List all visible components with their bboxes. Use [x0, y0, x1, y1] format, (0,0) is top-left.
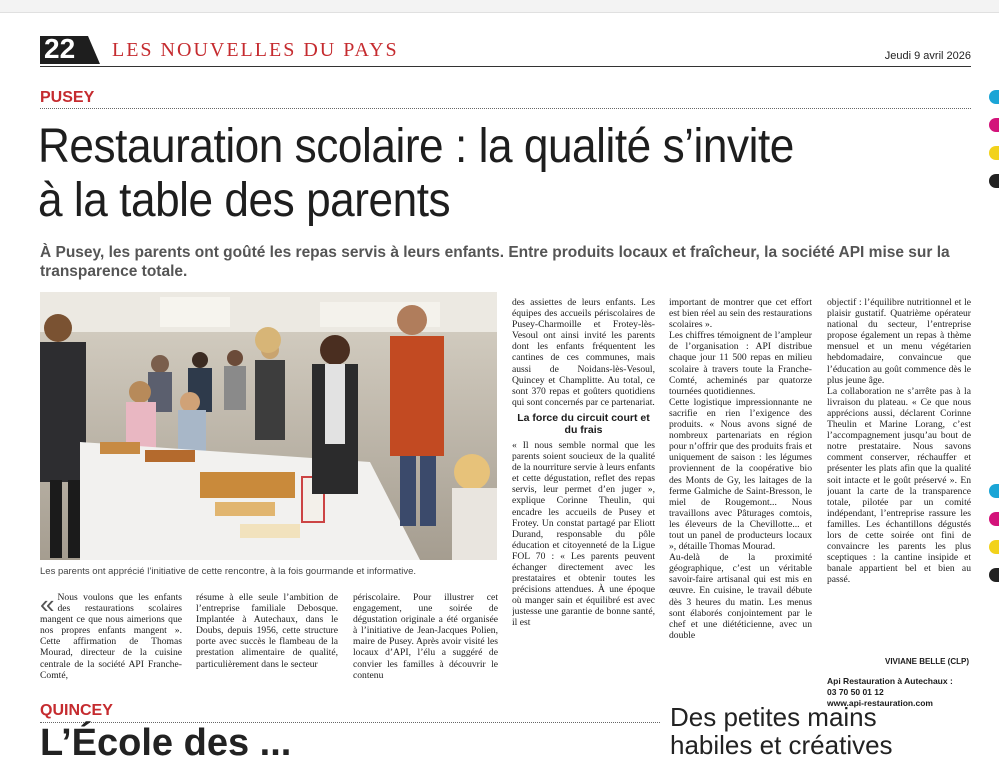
drop-quote-mark: « — [40, 592, 55, 619]
photo-caption: Les parents ont apprécié l’initiative de cette rencontre, à la fois gourmande et informative. — [40, 566, 416, 577]
article-column-4 — [512, 297, 655, 685]
column-5-paragraph-3: Cette logistique impressionnante ne sacrifie en rien l’exigence des produits. « Nous avons signé de nombreux partenariats en région pour n’offrir que des produits frais et uniquement de saison : les légumes proviennent de la coopérative bio des Monts de Gy, les laitages de la ferme Galmiche de Saint-Bresson, le miel de Rougemont... Nous travaillons avec Pâturages comtois, les éleveurs de la Chevillotte... et tout un panel de producteurs locaux », détaille Thomas Mourad. — [669, 396, 812, 553]
tasting-event-photo — [40, 292, 497, 560]
article-kicker: PUSEY — [40, 89, 95, 106]
column-1-text: Nous voulons que les enfants des restaurations scolaires mangent ce que nous aimerions que nos propres enfants mangent ». Cette affirmation de Thomas Mourad, directeur de la cuisine centrale de la société API Franche-Comté, — [40, 592, 182, 681]
black-registration-dot — [989, 568, 999, 582]
article-column-3 — [353, 592, 498, 684]
headline-line-2: à la table des parents — [38, 174, 451, 227]
cyan-registration-dot — [989, 90, 999, 104]
page-number: 22 — [44, 33, 76, 64]
article-column-2 — [196, 592, 338, 684]
article-photo — [40, 292, 497, 560]
contact-website[interactable]: www.api-restauration.com — [827, 698, 933, 708]
magenta-registration-dot — [989, 118, 999, 132]
article-column-1 — [40, 592, 182, 684]
kicker-rule — [40, 108, 971, 109]
column-6-paragraph-1: objectif : l’équilibre nutritionnel et le plaisir gustatif. Quatrième opérateur national du secteur, l’entreprise propose également un repas à thème mensuel et un menu végétarien hebdomadaire, convaincue que l’éducation au goût commence dès le plus jeune âge. — [827, 297, 971, 386]
article-subheading: La force du circuit court et du frais — [517, 411, 650, 436]
yellow-registration-dot — [989, 146, 999, 160]
column-5-paragraph-4: Au-delà de la proximité géographique, c’est un véritable savoir-faire artisanal qui est mis en œuvre. En cuisine, le travail débute dès 3 heures du matin. Les menus sont élaborés conjointement par le chef et une diététicienne, avec un double — [669, 552, 812, 641]
article-column-6 — [827, 297, 971, 653]
author-signature: VIVIANE BELLE (CLP) — [884, 657, 969, 666]
cyan-registration-dot — [989, 484, 999, 498]
column-4-paragraph-2: « Il nous semble normal que les parents soient soucieux de la qualité de la nourriture servie à leurs enfants et cette dégustation, reflet des repas servis, leur permet d’en juger », explique Corinne Theulin, qui encadre les accueils de Pusey et Frotey. Un constat partagé par Eliott Durand, responsable du pôle éducation et citoyenneté de la Ligue FOL 70 : « Les parents peuvent échanger directement avec les prestataires et obtenir toutes les précisions attendues. À une époque où manger sain et équilibré est avec justesse une garantie de bonne santé, il est — [512, 439, 655, 629]
column-4-paragraph-1: des assiettes de leurs enfants. Les équipes des accueils périscolaires de Pusey-Charmoille et Frotey-lès-Vesoul ont ainsi invité les parents dont les enfants fréquentent les cantines de ces communes, mais aussi de Noidans-lès-Vesoul, Quincey et Champlitte. Au total, ce sont 370 repas et goûters quotidiens qui sont concernés par ce partenariat. — [512, 297, 655, 408]
article-column-5 — [669, 297, 812, 685]
black-registration-dot — [989, 174, 999, 188]
article-standfirst: À Pusey, les parents ont goûté les repas servis à leurs enfants. Entre produits locaux et fraîcheur, la société API mise sur la transparence totale. — [40, 244, 950, 280]
folio-rule — [40, 66, 971, 67]
yellow-registration-dot — [989, 540, 999, 554]
magenta-registration-dot — [989, 512, 999, 526]
column-3-text: périscolaire. Pour illustrer cet engagement, une soirée de dégustation originale a été organisée à l’initiative de Jean-Jacques Polien, maire de Pusey. Après avoir visité les locaux d’API, l’élu a suggéré de convier les familles à découvrir le contenu — [353, 592, 498, 681]
side-article-headline-line-1: Des petites mains — [670, 702, 877, 732]
top-strip — [0, 0, 999, 13]
article-headline — [38, 120, 884, 228]
column-6-paragraph-2: La collaboration ne s’arrête pas à la livraison du plateau. « Ce que nous apprécions aussi, déclarent Corinne Theulin et Marine Lorang, c’est l’accompagnement jusqu’au bout de notre prestataire. Nous savons comment conserver, réchauffer et présenter les plats afin que la qualité soit intacte et le goût préservé ». En jouant la carte de la transparence totale, pilotée par un comité indépendant, l’entreprise rassure les familles. Les échantillons dégustés lors de cette soirée ont fini de convaincre les parents les plus sceptiques : la cantine insipide et banale appartient bel et bien au passé. — [827, 385, 971, 586]
next-article-kicker: QUINCEY — [40, 702, 113, 719]
column-2-text: résume à elle seule l’ambition de l’entreprise familiale Debosque. Implantée à Autechaux, dans le Doubs, depuis 1956, cette structure porte avec succès le flambeau de la prestation alimentaire de qualité, particulièrement dans le secteur — [196, 592, 338, 670]
column-5-paragraph-2: Les chiffres témoignent de l’ampleur de l’organisation : API distribue chaque jour 11 500 repas en milieu scolaire à travers toute la Franche-Comté, acheminés par quatorze tournées quotidiennes. — [669, 330, 812, 397]
contact-phone: 03 70 50 01 12 — [827, 687, 884, 697]
column-5-paragraph-1: important de montrer que cet effort est bien réel au sein des restaurations scolaires ». — [669, 297, 812, 331]
contact-name: Api Restauration à Autechaux : — [827, 676, 953, 686]
headline-line-1: Restauration scolaire : la qualité s’invite — [38, 120, 794, 173]
side-article-headline-line-2: habiles et créatives — [670, 730, 893, 760]
publication-date: Jeudi 9 avril 2026 — [884, 50, 971, 62]
publication-name: LES NOUVELLES DU PAYS — [112, 39, 399, 61]
next-article-headline: L’École des ... — [40, 722, 292, 764]
